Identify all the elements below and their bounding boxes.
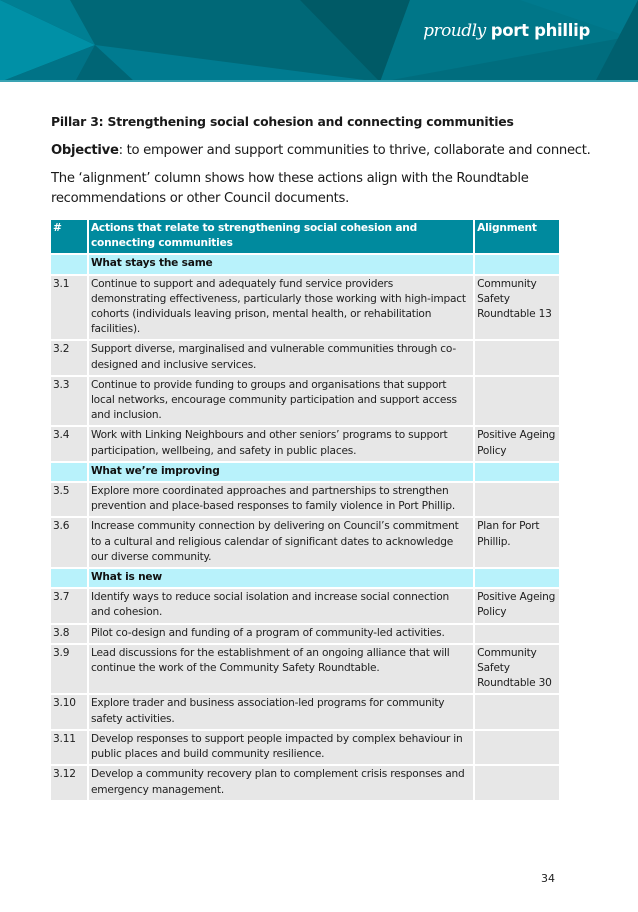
action-description: Develop a community recovery plan to complement crisis responses and emergency management. — [89, 766, 473, 799]
pillar-title: Pillar 3: Strengthening social cohesion and connecting communities — [51, 114, 514, 129]
action-number: 3.9 — [51, 645, 87, 694]
actions-table — [49, 218, 561, 802]
section-title: What we’re improving — [89, 463, 473, 481]
table-row — [51, 377, 559, 426]
action-number: 3.10 — [51, 695, 87, 728]
section-title: What is new — [89, 569, 473, 587]
logo-script-text: proudly — [423, 21, 486, 41]
action-description: Pilot co-design and funding of a program of community-led activities. — [89, 625, 473, 643]
action-alignment — [475, 625, 559, 643]
logo-brand-text: port phillip — [490, 21, 590, 40]
header-alignment: Alignment — [475, 220, 559, 253]
action-alignment — [475, 377, 559, 426]
table-row — [51, 766, 559, 799]
section-alignment-cell — [475, 463, 559, 481]
header-action: Actions that relate to strengthening social cohesion and connecting communities — [89, 220, 473, 253]
action-number: 3.12 — [51, 766, 87, 799]
page-number: 34 — [541, 872, 555, 885]
action-alignment — [475, 341, 559, 374]
action-number: 3.8 — [51, 625, 87, 643]
action-number: 3.5 — [51, 483, 87, 516]
section-row — [51, 463, 559, 481]
action-alignment — [475, 766, 559, 799]
action-alignment: Plan for Port Phillip. — [475, 518, 559, 567]
table-row — [51, 427, 559, 460]
table-row — [51, 518, 559, 567]
proudly-port-phillip-logo — [423, 21, 590, 41]
section-alignment-cell — [475, 569, 559, 587]
table-row — [51, 625, 559, 643]
table-row — [51, 276, 559, 340]
action-description: Continue to provide funding to groups and organisations that support local networks, encourage community participation and support access and inclusion. — [89, 377, 473, 426]
section-num-cell — [51, 569, 87, 587]
action-alignment: Community Safety Roundtable 30 — [475, 645, 559, 694]
action-alignment: Positive Ageing Policy — [475, 427, 559, 460]
action-description: Identify ways to reduce social isolation and increase social connection and cohesion. — [89, 589, 473, 622]
action-number: 3.1 — [51, 276, 87, 340]
action-description: Continue to support and adequately fund service providers demonstrating effectiveness, particularly those working with high-impact cohorts (individuals leaving prison, mental health, or rehabilitation facilities). — [89, 276, 473, 340]
action-alignment — [475, 483, 559, 516]
table-row — [51, 341, 559, 374]
objective-label: Objective — [51, 143, 119, 158]
action-description: Work with Linking Neighbours and other seniors’ programs to support participation, wellbeing, and safety in public places. — [89, 427, 473, 460]
action-description: Increase community connection by delivering on Council’s commitment to a cultural and religious calendar of significant dates to acknowledge our diverse community. — [89, 518, 473, 567]
action-number: 3.6 — [51, 518, 87, 567]
action-alignment — [475, 695, 559, 728]
banner-geometric-background — [0, 0, 638, 82]
alignment-intro: The ‘alignment’ column shows how these actions align with the Roundtable recommendations or other Council documents. — [51, 171, 529, 206]
table-row — [51, 731, 559, 764]
header-num: # — [51, 220, 87, 253]
action-number: 3.2 — [51, 341, 87, 374]
table-body — [51, 255, 559, 799]
section-row — [51, 569, 559, 587]
action-description: Explore trader and business association-led programs for community safety activities. — [89, 695, 473, 728]
table-row — [51, 589, 559, 622]
action-description: Explore more coordinated approaches and partnerships to strengthen prevention and place-based responses to family violence in Port Phillip. — [89, 483, 473, 516]
header-banner — [0, 0, 638, 82]
action-number: 3.4 — [51, 427, 87, 460]
objective-text: : to empower and support communities to thrive, collaborate and connect. — [118, 143, 591, 158]
page-intro — [51, 114, 591, 209]
action-description: Support diverse, marginalised and vulnerable communities through co-designed and inclusive services. — [89, 341, 473, 374]
section-num-cell — [51, 255, 87, 273]
section-alignment-cell — [475, 255, 559, 273]
action-number: 3.11 — [51, 731, 87, 764]
objective-paragraph — [51, 143, 591, 158]
section-num-cell — [51, 463, 87, 481]
action-alignment — [475, 731, 559, 764]
action-alignment: Community Safety Roundtable 13 — [475, 276, 559, 340]
action-number: 3.7 — [51, 589, 87, 622]
action-number: 3.3 — [51, 377, 87, 426]
action-description: Lead discussions for the establishment of an ongoing alliance that will continue the work of the Community Safety Roundtable. — [89, 645, 473, 694]
table-row — [51, 483, 559, 516]
table-row — [51, 645, 559, 694]
table-header-row — [51, 220, 559, 253]
table-row — [51, 695, 559, 728]
action-description: Develop responses to support people impacted by complex behaviour in public places and build community resilience. — [89, 731, 473, 764]
action-alignment: Positive Ageing Policy — [475, 589, 559, 622]
section-title: What stays the same — [89, 255, 473, 273]
section-row — [51, 255, 559, 273]
